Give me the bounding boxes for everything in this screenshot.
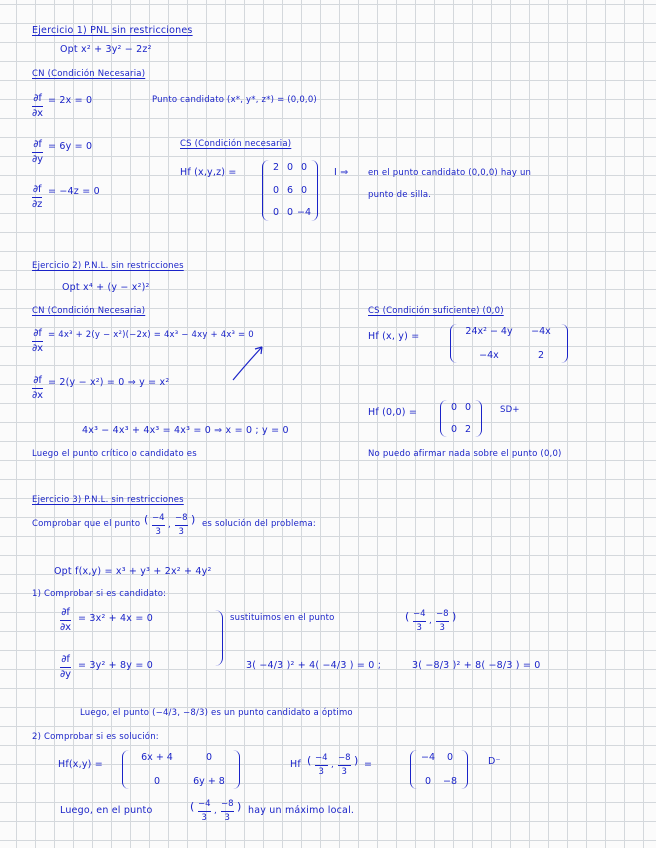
matrix-cell: −4x [531, 326, 551, 337]
ex1-hessian-label: Hf (x,y,z) = [180, 167, 237, 178]
partial-numerator: ∂f [32, 184, 42, 195]
paren-open: ( [190, 800, 195, 813]
ex1-title: Ejercicio 1) PNL sin restricciones [32, 25, 193, 36]
matrix-cell: 6y + 8 [193, 775, 225, 787]
comma: , [214, 806, 217, 816]
matrix-cell: 6x + 4 [141, 752, 173, 763]
matrix-cell: 0 [153, 775, 161, 787]
matrix-cell: 0 [272, 207, 280, 218]
ex1-eq-y: = 6y = 0 [48, 141, 93, 152]
comma: , [429, 616, 432, 626]
fraction-numerator: −8 [221, 799, 234, 809]
matrix-cell: 6 [286, 184, 294, 196]
partial-denominator: ∂z [32, 199, 43, 210]
ex2-cs-heading: CS (Condición suficiente) (0,0) [368, 306, 504, 316]
ex2-h00-label: Hf (0,0) = [368, 407, 418, 418]
ex3-candidate-conclusion: Luego, el punto (−4/3, −8/3) es un punto candidato a óptimo [80, 708, 353, 718]
fraction-numerator: −8 [436, 609, 449, 619]
partial-denominator: ∂x [32, 343, 44, 354]
paren-close: ) [354, 754, 359, 767]
paren-open: ( [405, 610, 410, 623]
matrix-cell: 0 [464, 402, 472, 413]
ex3-hessian-at-point: Hf [290, 759, 301, 770]
matrix-cell: 0 [300, 184, 308, 196]
fraction-denominator: 3 [341, 766, 347, 777]
partial-denominator: ∂x [32, 390, 44, 401]
ex3-point-y [175, 514, 188, 536]
ex3-point-x-3 [315, 754, 328, 776]
paren-open: ( [144, 513, 149, 526]
fraction-numerator: −4 [315, 753, 328, 763]
ex3-eq-y: = 3y² + 8y = 0 [78, 660, 153, 671]
ex3-step1: 1) Comprobar si es candidato: [32, 589, 167, 599]
ex3-objective: Opt f(x,y) = x³ + y³ + 2x² + 4y² [54, 566, 212, 577]
fraction-denominator: 3 [201, 812, 207, 823]
ex3-substitution-2: 3( −8/3 )² + 8( −8/3 ) = 0 [412, 660, 541, 671]
paren-close: ) [237, 800, 242, 813]
ex3-intro-end: es solución del problema: [202, 519, 316, 529]
matrix-cell: 0 [450, 423, 458, 435]
partial-denominator: ∂y [60, 669, 72, 680]
ex2-title: Ejercicio 2) P.N.L. sin restricciones [32, 261, 184, 271]
matrix-cell: 0 [446, 752, 454, 763]
fraction-denominator: 3 [416, 622, 422, 633]
ex2-eq-y: = 2(y − x²) = 0 ⇒ y = x² [48, 377, 170, 388]
ex3-final-b: hay un máximo local. [248, 805, 355, 816]
ex1-conclusion-line1: en el punto candidato (0,0,0) hay un [368, 168, 532, 178]
ex2-eq-x: = 4x³ + 2(y − x²)(−2x) = 4x³ − 4xy + 4x³ = 0 [48, 330, 254, 340]
fraction-denominator: 3 [318, 766, 324, 777]
matrix-cell: −4x [479, 349, 499, 361]
ex3-hessian-matrix [122, 750, 240, 789]
partial-numerator: ∂f [33, 328, 42, 339]
partial-denominator: ∂y [32, 154, 44, 165]
ex1-objective: Opt x² + 3y² − 2z² [60, 44, 152, 55]
ex1-candidate: Punto candidato (x*, y*, z*) = (0,0,0) [152, 95, 317, 105]
matrix-cell: 0 [300, 162, 308, 173]
ex1-conclusion-line2: punto de silla. [368, 190, 432, 200]
ex3-substitution-1: 3( −4/3 )² + 4( −4/3 ) = 0 ; [246, 660, 382, 671]
ex3-eq-x: = 3x² + 4x = 0 [78, 613, 153, 624]
ex1-indefinite: I ⇒ [334, 167, 349, 178]
ex3-point-x-4 [198, 800, 211, 822]
paren-close: ) [452, 610, 457, 623]
matrix-cell: −4 [297, 207, 312, 218]
ex3-negative-definite: D⁻ [488, 756, 501, 767]
fraction-denominator: 3 [224, 812, 230, 823]
fraction-denominator: 3 [155, 526, 161, 537]
matrix-cell: −4 [420, 752, 435, 763]
matrix-cell: −8 [442, 775, 457, 787]
fraction-numerator: −4 [152, 513, 165, 523]
matrix-cell: 2 [272, 162, 280, 173]
ex3-partial-fy [60, 655, 71, 680]
ex3-point-y-2 [436, 610, 449, 632]
partial-numerator: ∂f [33, 375, 42, 386]
partial-numerator: ∂f [61, 607, 70, 618]
ex2-conclusion: Luego el punto crítico o candidato es [32, 449, 197, 459]
ex3-point-y-3 [338, 754, 351, 776]
partial-numerator: ∂f [33, 139, 42, 150]
fraction-numerator: −8 [175, 513, 188, 523]
ex2-cannot-assert: No puedo afirmar nada sobre el punto (0,0) [368, 449, 562, 459]
ex3-step2: 2) Comprobar si es solución: [32, 732, 159, 742]
ex2-objective: Opt x⁴ + (y − x²)² [62, 282, 150, 293]
fraction-denominator: 3 [178, 526, 184, 537]
ex1-cs-heading: CS (Condición necesaria) [180, 139, 292, 149]
ex3-title: Ejercicio 3) P.N.L. sin restricciones [32, 495, 184, 505]
matrix-cell: 0 [286, 162, 294, 173]
matrix-cell: 0 [272, 184, 280, 196]
fraction-numerator: −8 [338, 753, 351, 763]
ex1-cn-heading: CN (Condición Necesaria) [32, 69, 146, 79]
ex2-cn-heading: CN (Condición Necesaria) [32, 306, 146, 316]
matrix-cell: 0 [424, 775, 432, 787]
ex2-solve: 4x³ − 4x³ + 4x³ = 4x³ = 0 ⇒ x = 0 ; y = 0 [82, 425, 289, 436]
partial-numerator: ∂f [61, 654, 70, 665]
fraction-numerator: −4 [413, 609, 426, 619]
ex3-hessian-point-matrix [410, 750, 468, 789]
ex3-hessian-label: Hf(x,y) = [58, 759, 103, 770]
matrix-cell: 24x² − 4y [465, 326, 513, 337]
ex1-eq-x: = 2x = 0 [48, 95, 93, 106]
ex1-eq-z: = −4z = 0 [48, 186, 100, 197]
ex3-brace [214, 610, 223, 666]
ex3-intro: Comprobar que el punto [32, 519, 141, 529]
partial-denominator: ∂x [32, 108, 44, 119]
paren-close: ) [191, 513, 196, 526]
ex3-substitute: sustituimos en el punto [230, 613, 335, 623]
ex2-sd-label: SD+ [500, 405, 520, 415]
partial-denominator: ∂x [60, 622, 72, 633]
matrix-cell: 0 [205, 752, 213, 763]
ex3-final-a: Luego, en el punto [60, 805, 153, 816]
comma: , [168, 520, 171, 530]
fraction-numerator: −4 [198, 799, 211, 809]
matrix-cell: 2 [464, 423, 472, 435]
ex3-point-y-4 [221, 800, 234, 822]
matrix-cell: 2 [537, 349, 545, 361]
ex3-point-x-2 [413, 610, 426, 632]
paren-open: ( [307, 754, 312, 767]
partial-numerator: ∂f [33, 93, 42, 104]
fraction-denominator: 3 [439, 622, 445, 633]
equals: = [364, 759, 373, 770]
ex3-partial-fx [60, 608, 71, 633]
matrix-cell: 0 [450, 402, 458, 413]
ex2-hessian-label: Hf (x, y) = [368, 331, 420, 342]
matrix-cell: 0 [286, 207, 294, 218]
ex3-point-x [152, 514, 165, 536]
comma: , [331, 760, 334, 770]
